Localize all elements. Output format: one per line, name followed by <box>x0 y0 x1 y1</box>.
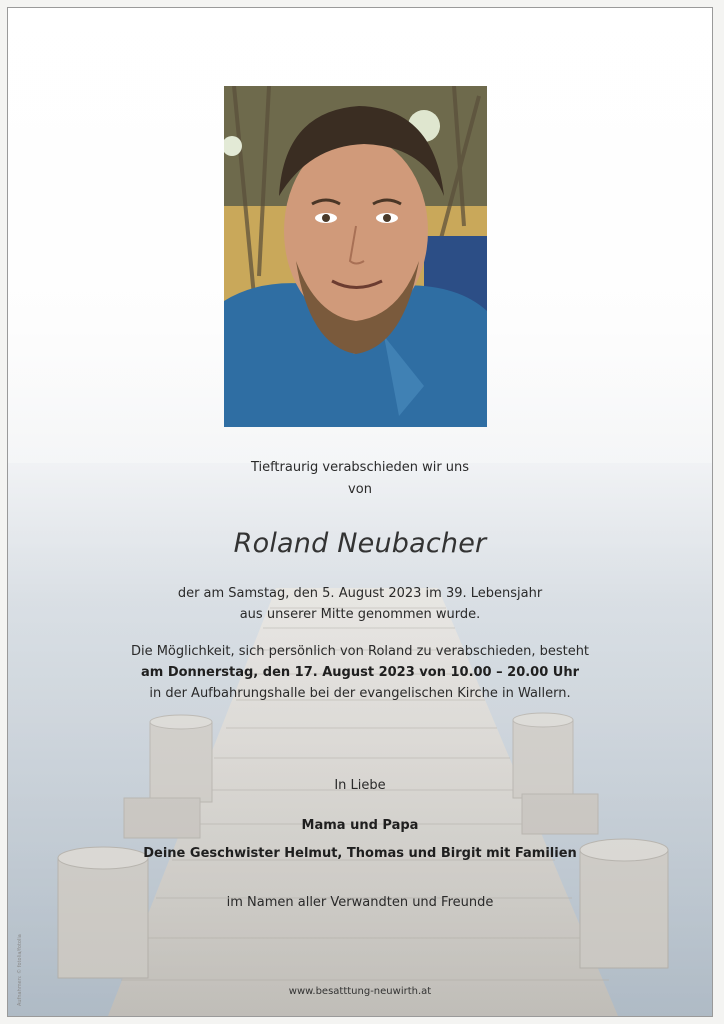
intro-line-1: Tieftraurig verabschieden wir uns <box>250 460 470 475</box>
farewell-location: in der Aufbahrungshalle bei der evangelischen Kirche in Wallern. <box>149 686 571 701</box>
photo-credit: Aufnahmen: © fotolia/fotolia <box>17 934 23 1006</box>
in-love-label: In Liebe <box>334 778 386 793</box>
mourners-siblings: Deine Geschwister Helmut, Thomas und Birgit mit Familien <box>143 846 577 861</box>
obituary-sheet <box>7 7 713 1017</box>
intro-line-2: von <box>348 482 372 497</box>
mourners-relatives: im Namen aller Verwandten und Freunde <box>226 895 494 910</box>
deceased-name: Roland Neubacher <box>233 528 487 559</box>
portrait-photo <box>224 86 487 427</box>
farewell-line-1: Die Möglichkeit, sich persönlich von Roland zu verabschieden, besteht <box>130 644 590 659</box>
mourners-parents: Mama und Papa <box>301 818 419 833</box>
death-line-1: der am Samstag, den 5. August 2023 im 39. Lebensjahr <box>177 586 543 601</box>
website-link[interactable]: www.besatttung-neuwirth.at <box>288 986 432 997</box>
death-line-2: aus unserer Mitte genommen wurde. <box>239 607 481 622</box>
farewell-datetime: am Donnerstag, den 17. August 2023 von 10.00 – 20.00 Uhr <box>140 665 580 680</box>
